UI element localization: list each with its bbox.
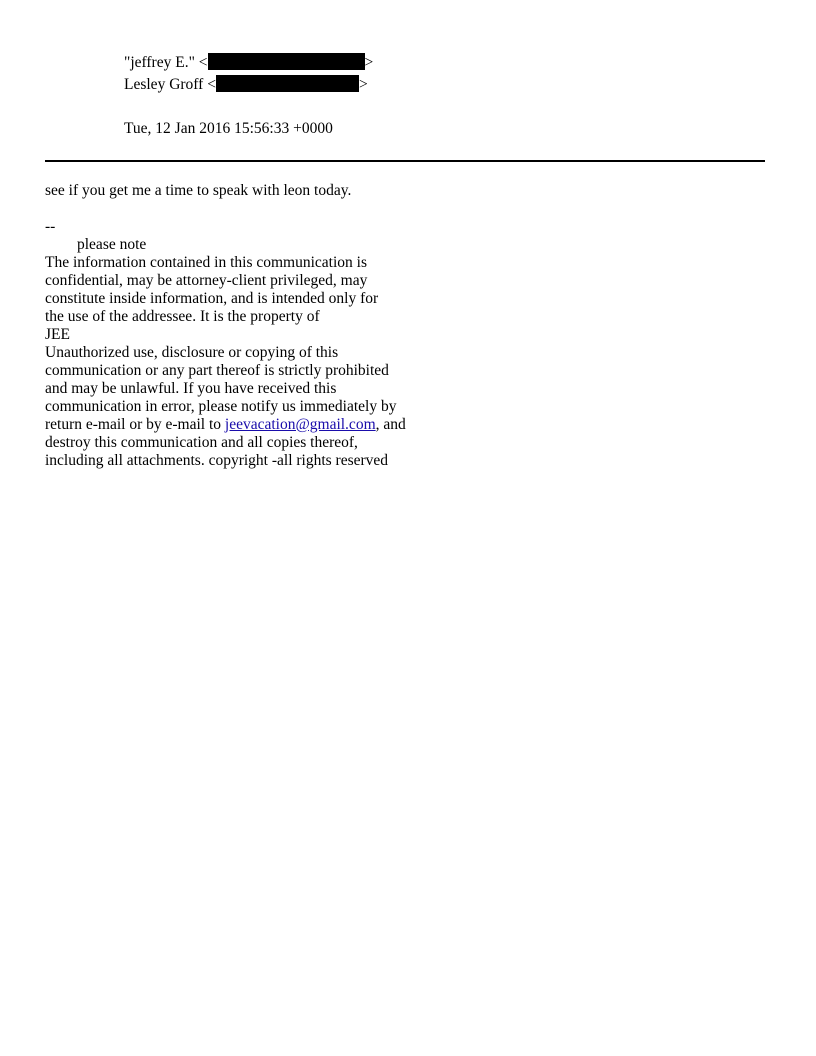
message-text: see if you get me a time to speak with leon today. <box>45 182 352 199</box>
from-redaction <box>208 53 365 70</box>
disclaimer-line: communication in error, please notify us immediately by <box>45 398 397 415</box>
to-value <box>124 74 368 96</box>
email-body <box>45 182 765 470</box>
disclaimer-text: , and <box>375 416 406 433</box>
header-divider <box>45 160 765 162</box>
from-sender-name: "jeffrey E." < <box>124 54 208 71</box>
disclaimer-line: confidential, may be attorney-client privileged, may <box>45 272 368 289</box>
disclaimer-text: return e-mail or by e-mail to <box>45 416 225 433</box>
from-value <box>124 52 373 74</box>
disclaimer-line: destroy this communication and all copies thereof, <box>45 434 358 451</box>
disclaimer-line-with-link <box>45 416 765 434</box>
to-redaction <box>216 75 359 92</box>
signature-separator: -- <box>45 218 56 235</box>
disclaimer-line: including all attachments. copyright -all rights reserved <box>45 452 389 469</box>
to-close-bracket: > <box>358 76 368 93</box>
date-value: Tue, 12 Jan 2016 15:56:33 +0000 <box>124 120 333 137</box>
disclaimer-line: Unauthorized use, disclosure or copying of this <box>45 344 339 361</box>
signature-note: please note <box>77 236 147 253</box>
email-link[interactable]: jeevacation@gmail.com <box>224 416 376 433</box>
disclaimer-line: constitute inside information, and is intended only for <box>45 290 379 307</box>
from-close-bracket: > <box>364 54 374 71</box>
blank-line <box>45 200 765 218</box>
disclaimer-line: The information contained in this communication is <box>45 254 367 271</box>
disclaimer-line: the use of the addressee. It is the property of <box>45 308 320 325</box>
to-recipient-name: Lesley Groff < <box>124 76 216 93</box>
disclaimer-line: communication or any part thereof is strictly prohibited <box>45 362 389 379</box>
disclaimer-line: and may be unlawful. If you have received this <box>45 380 337 397</box>
disclaimer-line: JEE <box>45 326 70 343</box>
